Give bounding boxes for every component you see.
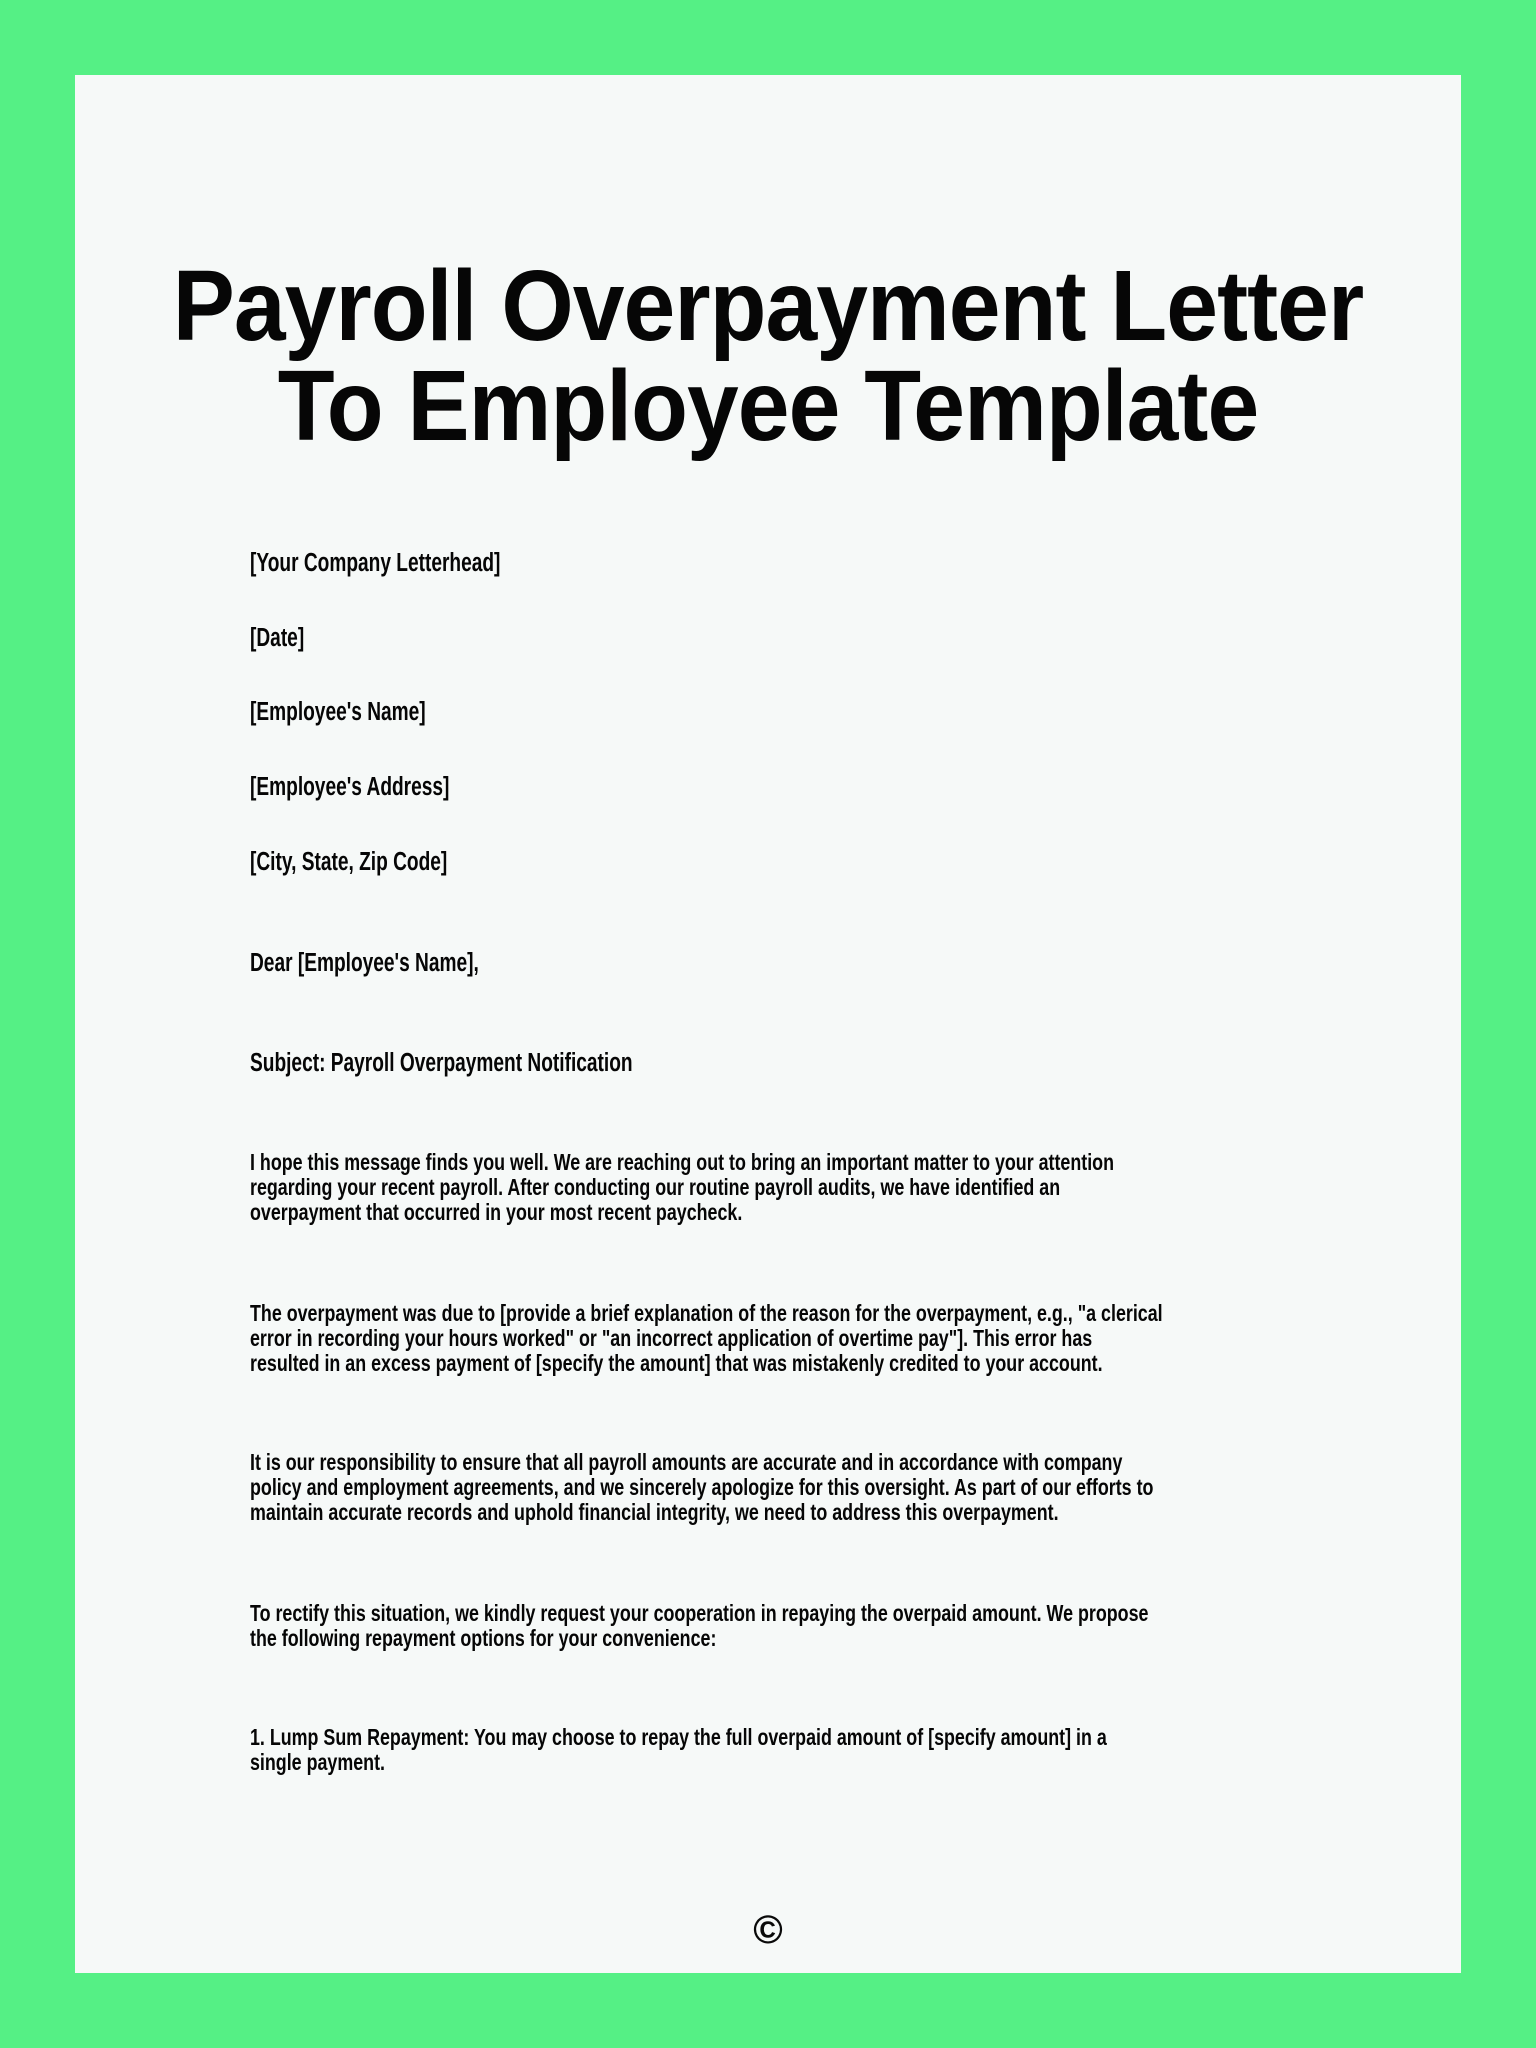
paragraph-line: The overpayment was due to [provide a brief explanation of the reason for the overpayment, e.g., "a clerical	[250, 1300, 1163, 1326]
paragraph-line: policy and employment agreements, and we sincerely apologize for this oversight. As part of our efforts to	[250, 1473, 1154, 1500]
paragraph-line: To rectify this situation, we kindly request your cooperation in repaying the overpaid amount. We propose	[250, 1600, 1149, 1626]
paragraph-line: error in recording your hours worked" or "an incorrect application of overtime pay"]. This error has	[250, 1324, 1093, 1351]
document-page	[75, 75, 1461, 1973]
city-state-zip-placeholder: [City, State, Zip Code]	[250, 848, 448, 876]
paragraph-line: overpayment that occurred in your most recent paycheck.	[250, 1198, 743, 1225]
paragraph-line: regarding your recent payroll. After conducting our routine payroll audits, we have identified an	[250, 1173, 1061, 1200]
copyright-icon: ©	[753, 1908, 783, 1952]
paragraph-intro	[250, 1150, 1114, 1224]
paragraph-line: It is our responsibility to ensure that all payroll amounts are accurate and in accordance with company	[250, 1449, 1123, 1475]
paragraph-responsibility	[250, 1450, 1153, 1524]
paragraph-line: single payment.	[250, 1748, 385, 1775]
date-placeholder: [Date]	[250, 624, 305, 652]
salutation-line: Dear [Employee's Name],	[250, 949, 479, 977]
letterhead-placeholder: [Your Company Letterhead]	[250, 549, 501, 577]
employee-name-placeholder: [Employee's Name]	[250, 698, 426, 726]
page-title-line-2: To Employee Template	[277, 350, 1259, 462]
subject-line: Subject: Payroll Overpayment Notification	[250, 1049, 633, 1077]
paragraph-rectify	[250, 1601, 1148, 1651]
page-title-line-1: Payroll Overpayment Letter	[172, 250, 1364, 362]
paragraph-overpayment-reason	[250, 1301, 1163, 1375]
paragraph-line: maintain accurate records and uphold financial integrity, we need to address this overpayment.	[250, 1498, 1059, 1525]
paragraph-line: resulted in an excess payment of [specify the amount] that was mistakenly credited to your account.	[250, 1349, 1103, 1376]
employee-address-placeholder: [Employee's Address]	[250, 773, 450, 801]
paragraph-lump-sum-option	[250, 1725, 1107, 1775]
paragraph-line: I hope this message finds you well. We are reaching out to bring an important matter to your attention	[250, 1149, 1115, 1175]
paragraph-line: 1. Lump Sum Repayment: You may choose to repay the full overpaid amount of [specify amount] in a	[250, 1724, 1107, 1750]
paragraph-line: the following repayment options for your convenience:	[250, 1624, 717, 1651]
